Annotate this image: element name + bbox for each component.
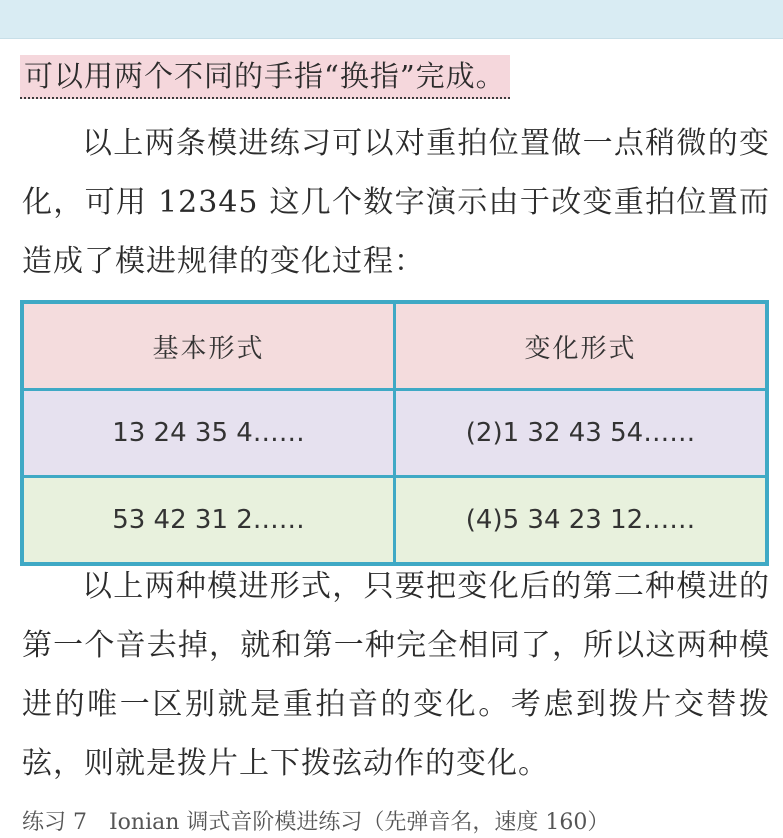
table-cell: (2)1 32 43 54…… [395,390,768,477]
paragraph-intro: 以上两条模进练习可以对重拍位置做一点稍微的变化，可用 12345 这几个数字演示由于改变重拍位置而造成了模进规律的变化过程： [22,126,770,279]
header-variant-form: 变化形式 [395,302,768,390]
table-row [22,477,767,565]
table-row [22,390,767,477]
table-cell: (4)5 34 23 12…… [395,477,768,565]
paragraph-explanation: 以上两种模进形式，只要把变化后的第二种模进的第一个音去掉，就和第一种完全相同了，所以这两种模进的唯一区别就是重拍音的变化。考虑到拨片交替拨弦，则就是拨片上下拨弦动作的变化。 [22,569,770,781]
table-cell: 53 42 31 2…… [22,477,395,565]
exercise-caption: 练习 7 Ionian 调式音阶模进练习（先弹音名，速度 160） [22,810,610,835]
pattern-table [20,300,769,566]
top-header-band [0,0,783,39]
highlighted-sentence: 可以用两个不同的手指“换指”完成。 [20,55,510,99]
table-header-row [22,302,767,390]
table-cell: 13 24 35 4…… [22,390,395,477]
header-basic-form: 基本形式 [22,302,395,390]
